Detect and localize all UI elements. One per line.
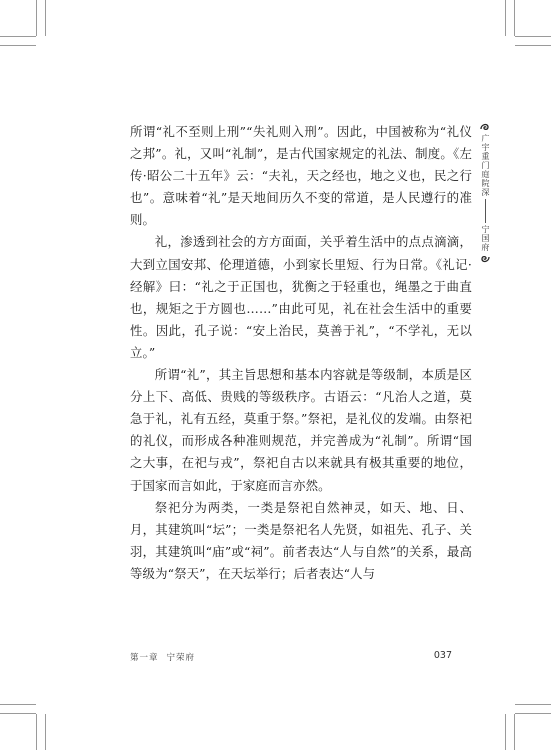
crop-mark-top-left-h2 xyxy=(0,45,36,46)
swirl-ornament-icon xyxy=(478,252,492,266)
chapter-number: 第一章 xyxy=(130,653,159,663)
crop-mark-top-left-v xyxy=(36,0,37,36)
crop-mark-bottom-right-h2 xyxy=(515,704,551,705)
crop-mark-bottom-left-v xyxy=(36,714,37,750)
crop-mark-bottom-right-v2 xyxy=(505,714,506,750)
crop-mark-top-right-v2 xyxy=(505,0,506,36)
paragraph: 所谓“礼”，其主旨思想和基本内容就是等级制，本质是区分上下、高低、贵贱的等级秩序。古语云：“凡治人之道，莫急于礼，礼有五经，莫重于祭。”祭祀，是礼仪的发端。由祭祀的礼仪，而形成各种准则规范，并完善成为“礼制”。所谓“国之大事，在祀与戎”，祭祀自古以来就具有极其重要的地位，于国家而言如此，于家庭而言亦然。 xyxy=(130,367,472,493)
paragraph: 祭祀分为两类，一类是祭祀自然神灵，如天、地、日、月，其建筑叫“坛”；一类是祭祀名人先贤，如祖先、孔子、关羽，其建筑叫“庙”或“祠”。前者表达“人与自然”的关系，最高等级为“祭天”，在天坛举行；后者表达“人与 xyxy=(130,499,472,581)
crop-mark-bottom-right-v xyxy=(514,714,515,750)
crop-mark-top-right-h xyxy=(515,36,551,37)
footer-chapter xyxy=(130,651,195,663)
running-header-divider xyxy=(485,199,486,223)
paragraph: 所谓“礼不至则上刑”“失礼则入刑”。因此，中国被称为“礼仪之邦”。礼，又叫“礼制”，是古代国家规定的礼法、制度。《左传·昭公二十五年》云：“夫礼，天之经也，地之义也，民之行也”。意味着“礼”是天地间历久不变的常道，是人民遵行的准则。 xyxy=(130,124,472,228)
crop-mark-top-left-v2 xyxy=(45,0,46,36)
swirl-ornament-icon xyxy=(478,120,492,134)
page-body xyxy=(130,121,472,585)
crop-mark-top-right-h2 xyxy=(515,45,551,46)
page-number: 037 xyxy=(433,650,452,661)
crop-mark-bottom-left-h2 xyxy=(0,704,36,705)
running-header xyxy=(476,120,494,266)
chapter-title: 宁荣府 xyxy=(166,653,196,663)
running-header-subtitle: 宁国府 xyxy=(481,225,490,252)
paragraph: 礼，渗透到社会的方方面面，关乎着生活中的点点滴滴，大到立国安邦、伦理道德，小到家长里短、行为日常。《礼记·经解》曰：“礼之于正国也，犹衡之于轻重也，绳墨之于曲直也，规矩之于方圆也……”由此可见，礼在社会生活中的重要性。因此，孔子说：“安上治民，莫善于礼”，“不学礼，无以立。” xyxy=(130,234,472,360)
running-header-title: 广宇重门庭院深 xyxy=(481,134,490,197)
crop-mark-bottom-left-v2 xyxy=(45,714,46,750)
crop-mark-top-right-v xyxy=(514,0,515,36)
crop-mark-bottom-left-h xyxy=(0,713,36,714)
crop-mark-top-left-h xyxy=(0,36,36,37)
crop-mark-bottom-right-h xyxy=(515,713,551,714)
